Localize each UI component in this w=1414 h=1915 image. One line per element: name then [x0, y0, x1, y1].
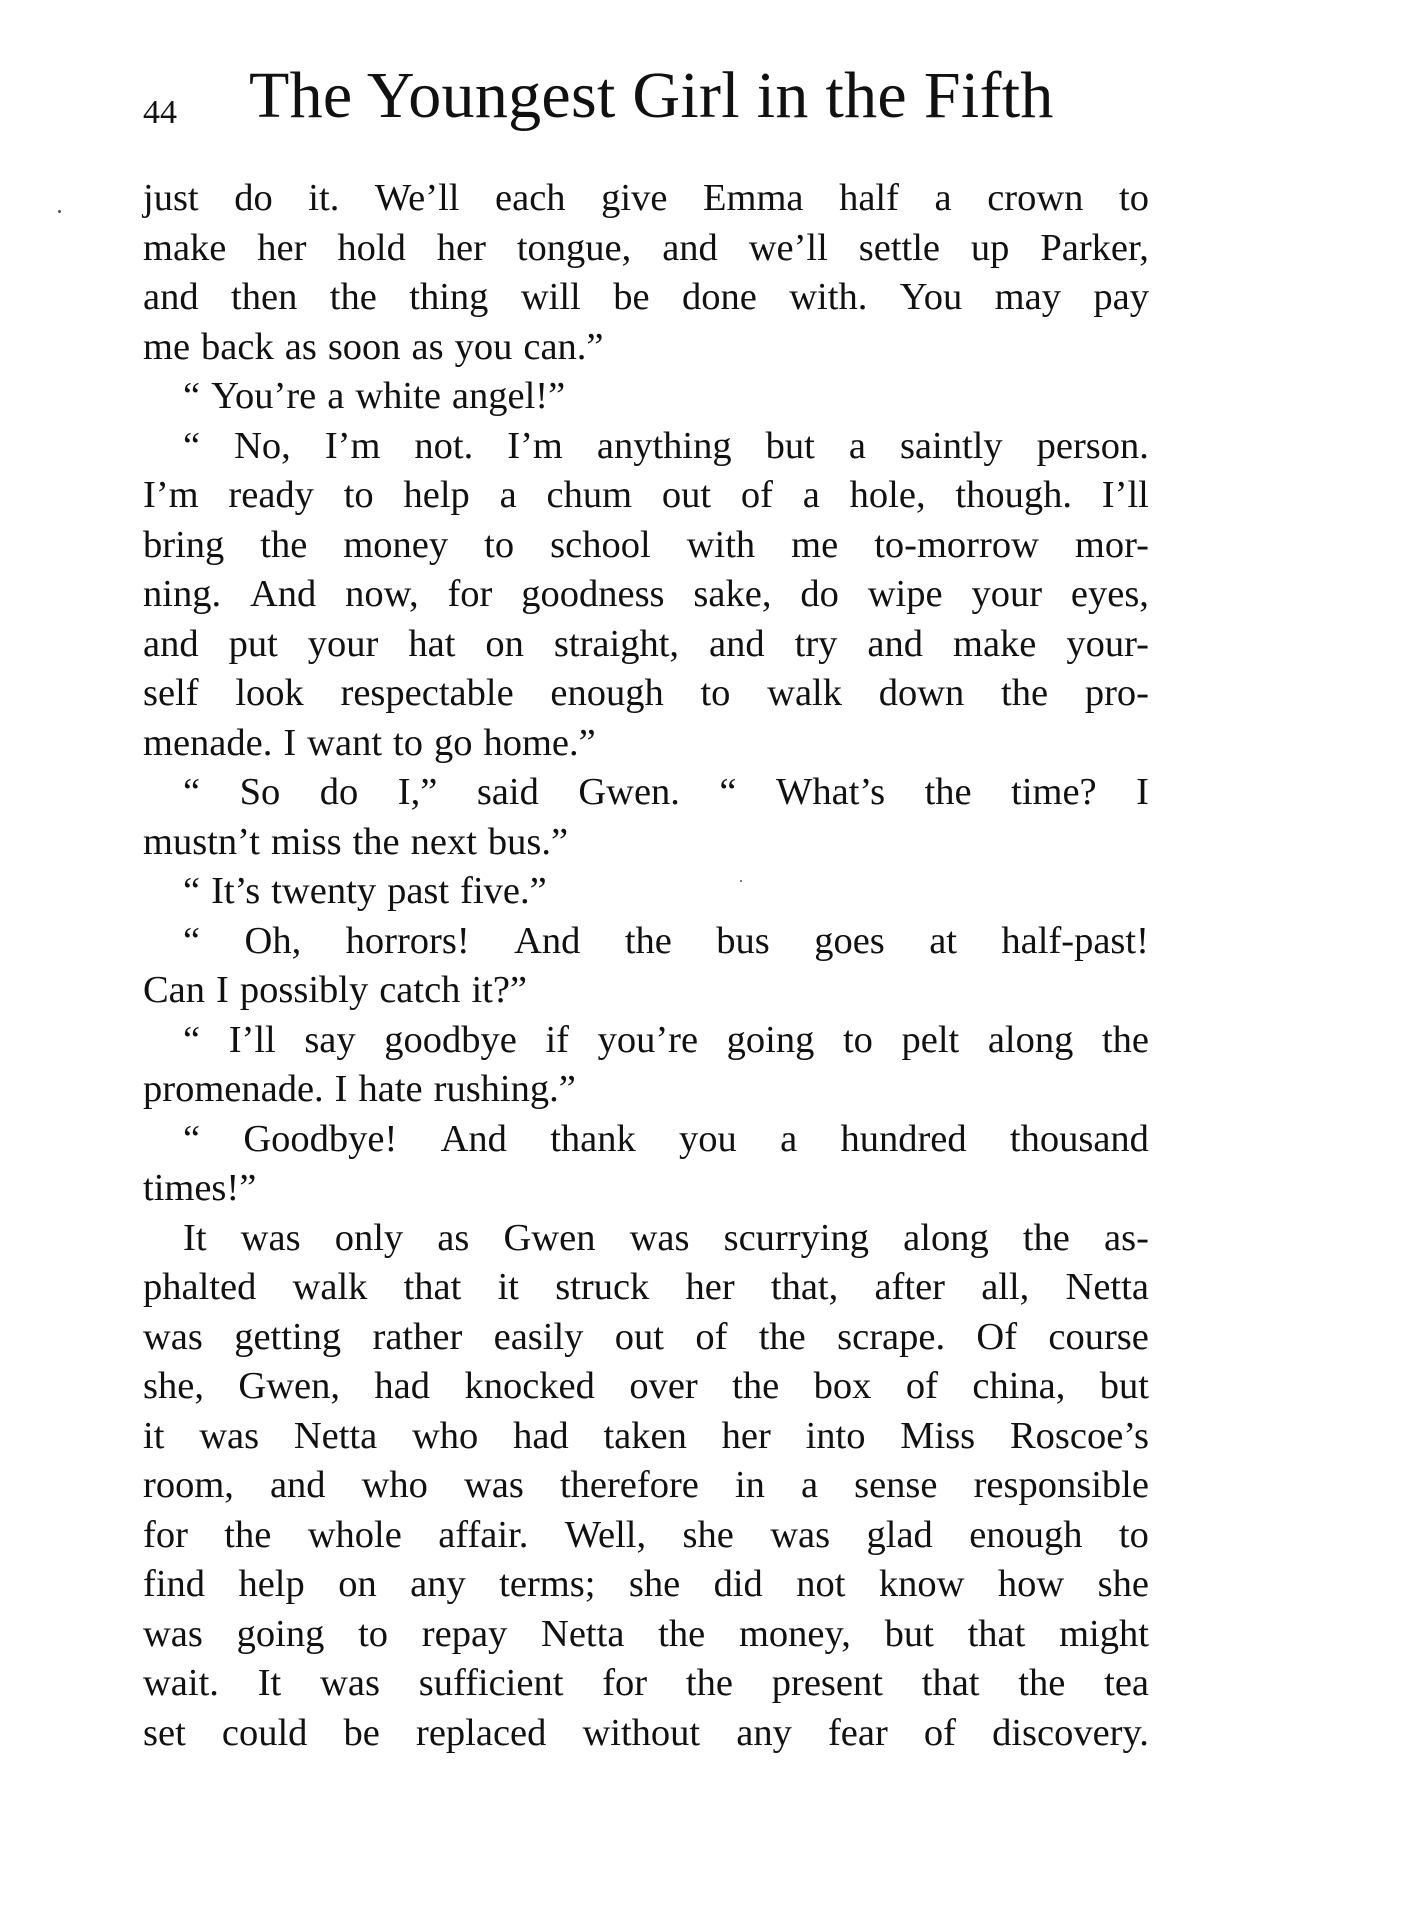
text-line: I’m ready to help a chum out of a hole, though. I’ll: [143, 474, 1149, 516]
text-line: “ No, I’m not. I’m anything but a saintly person.: [183, 424, 1149, 467]
text-line: it was Netta who had taken her into Miss Roscoe’s: [143, 1414, 1149, 1457]
scan-speck: [740, 880, 742, 882]
text-line: and then the thing will be done with. You may pay: [143, 276, 1149, 318]
text-line: Can I possibly catch it?”: [143, 969, 528, 1011]
text-line: “ It’s twenty past five.”: [183, 870, 547, 912]
text-line: mustn’t miss the next bus.”: [143, 820, 569, 863]
text-line: phalted walk that it struck her that, after all, Netta: [143, 1266, 1149, 1308]
text-line: promenade. I hate rushing.”: [143, 1068, 576, 1110]
text-line: just do it. We’ll each give Emma half a crown to: [143, 177, 1149, 219]
page-number: 44: [143, 94, 177, 131]
book-page: [143, 52, 1149, 1754]
text-line: for the whole affair. Well, she was glad enough to: [143, 1513, 1149, 1556]
text-line: room, and who was therefore in a sense responsible: [143, 1464, 1149, 1506]
text-line: “ So do I,” said Gwen. “ What’s the time? I: [183, 771, 1149, 813]
text-line: she, Gwen, had knocked over the box of china, but: [143, 1365, 1149, 1407]
text-line: bring the money to school with me to-morrow mor-: [143, 523, 1149, 566]
text-line: find help on any terms; she did not know how she: [143, 1563, 1149, 1605]
text-line: It was only as Gwen was scurrying along the as-: [183, 1216, 1149, 1259]
text-line: wait. It was sufficient for the present that the tea: [143, 1662, 1149, 1704]
text-line: set could be replaced without any fear of discovery.: [143, 1711, 1149, 1754]
text-line: was getting rather easily out of the scrape. Of course: [143, 1315, 1149, 1358]
scan-speck: [58, 210, 61, 213]
body-text: [143, 174, 1149, 1758]
text-line: “ Oh, horrors! And the bus goes at half-past!: [183, 919, 1149, 962]
text-line: self look respectable enough to walk down the pro-: [143, 672, 1149, 714]
text-line: “ You’re a white angel!”: [183, 375, 566, 417]
text-line: me back as soon as you can.”: [143, 325, 604, 368]
text-line: and put your hat on straight, and try and make your-: [143, 622, 1149, 665]
text-line: menade. I want to go home.”: [143, 721, 596, 764]
running-title: The Youngest Girl in the Fifth: [249, 59, 1054, 132]
text-line: ning. And now, for goodness sake, do wipe your eyes,: [143, 573, 1149, 615]
text-line: “ I’ll say goodbye if you’re going to pelt along the: [183, 1018, 1149, 1061]
text-line: make her hold her tongue, and we’ll settle up Parker,: [143, 226, 1149, 269]
text-line: was going to repay Netta the money, but that might: [143, 1612, 1149, 1655]
text-line: “ Goodbye! And thank you a hundred thousand: [183, 1117, 1149, 1160]
page-header: [143, 52, 1149, 144]
text-line: times!”: [143, 1167, 257, 1209]
